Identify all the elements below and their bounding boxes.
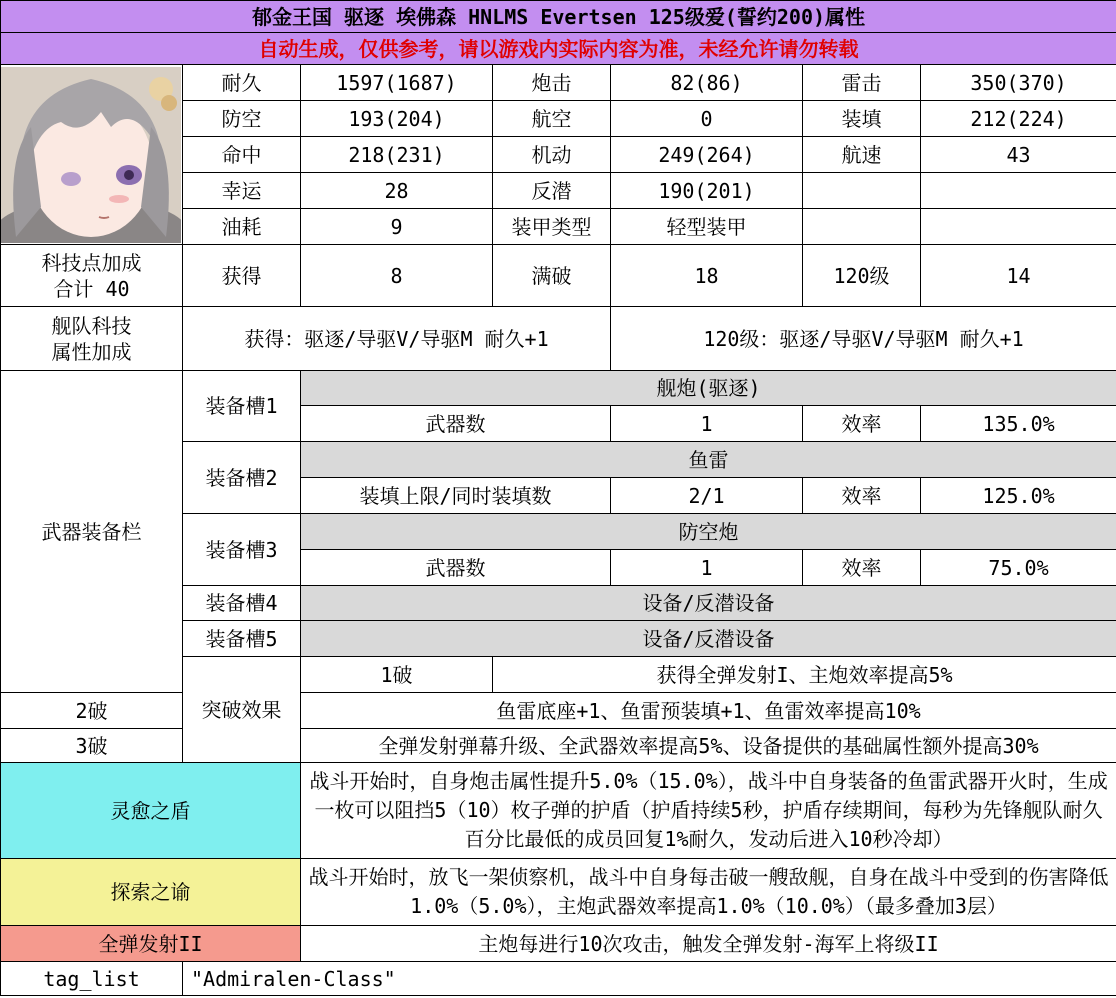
breakthrough-label: 突破效果 — [183, 657, 301, 763]
stat-label-accuracy: 命中 — [183, 137, 301, 173]
breakthrough-level-1: 1破 — [301, 657, 493, 693]
slot3-key1: 武器数 — [301, 550, 611, 586]
stat-value-asw: 190(201) — [611, 173, 803, 209]
breakthrough-effect-2: 鱼雷底座+1、鱼雷预装填+1、鱼雷效率提高10% — [301, 693, 1116, 729]
skill-desc-1: 战斗开始时，自身炮击属性提升5.0%（15.0%），战斗中自身装备的鱼雷武器开火时，生成一枚可以阻挡5（10）枚子弹的护盾（护盾持续5秒，护盾存续期间，每秒为先锋舰队耐久百分比最低的成员回复1%耐久，发动后进入10秒冷却） — [301, 763, 1116, 859]
empty-cell — [803, 173, 921, 209]
slot1-val2: 135.0% — [921, 406, 1116, 442]
fleet-tech-subtitle: 属性加成 — [51, 339, 132, 364]
slot1-val1: 1 — [611, 406, 803, 442]
stat-value-oil: 9 — [301, 209, 493, 245]
slot4-label: 装备槽4 — [183, 586, 301, 621]
stat-value-evasion: 249(264) — [611, 137, 803, 173]
empty-cell — [803, 209, 921, 245]
ship-portrait — [1, 65, 183, 245]
tech-obtain-value: 8 — [301, 245, 493, 307]
slot2-val2: 125.0% — [921, 478, 1116, 514]
tag-list-value: "Admiralen-Class" — [183, 962, 1116, 996]
tech-points-label — [1, 245, 183, 307]
fleet-tech-obtain: 获得：驱逐/导驱V/导驱M 耐久+1 — [183, 307, 611, 371]
slot1-type: 舰炮(驱逐) — [301, 371, 1116, 406]
tech-obtain-label: 获得 — [183, 245, 301, 307]
stat-label-antiair: 防空 — [183, 101, 301, 137]
skill-desc-2: 战斗开始时，放飞一架侦察机，战斗中自身每击破一艘敌舰，自身在战斗中受到的伤害降低1.0%（5.0%），主炮武器效率提高1.0%（10.0%）（最多叠加3层） — [301, 859, 1116, 926]
stat-label-durability: 耐久 — [183, 65, 301, 101]
skill-name-2: 探索之谕 — [1, 859, 301, 926]
stat-label-aviation: 航空 — [493, 101, 611, 137]
slot2-type: 鱼雷 — [301, 442, 1116, 478]
slot2-label: 装备槽2 — [183, 442, 301, 514]
empty-cell — [921, 209, 1116, 245]
slot1-key1: 武器数 — [301, 406, 611, 442]
skill-name-3: 全弹发射II — [1, 926, 301, 962]
disclaimer-text: 自动生成，仅供参考，请以游戏内实际内容为准，未经允许请勿转载 — [1, 33, 1116, 65]
breakthrough-effect-3: 全弹发射弹幕升级、全武器效率提高5%、设备提供的基础属性额外提高30% — [301, 729, 1116, 763]
breakthrough-level-3: 3破 — [1, 729, 183, 763]
breakthrough-effect-1: 获得全弹发射I、主炮效率提高5% — [493, 657, 1116, 693]
slot4-type: 设备/反潜设备 — [301, 586, 1116, 621]
empty-cell — [921, 173, 1116, 209]
stat-label-firepower: 炮击 — [493, 65, 611, 101]
stat-value-antiair: 193(204) — [301, 101, 493, 137]
stat-value-aviation: 0 — [611, 101, 803, 137]
tech-points-title: 科技点加成 — [41, 250, 142, 275]
stat-value-luck: 28 — [301, 173, 493, 209]
slot3-val1: 1 — [611, 550, 803, 586]
stat-label-armor: 装甲类型 — [493, 209, 611, 245]
tech-lv120-label: 120级 — [803, 245, 921, 307]
slot2-key2: 效率 — [803, 478, 921, 514]
stat-value-firepower: 82(86) — [611, 65, 803, 101]
stat-value-torpedo: 350(370) — [921, 65, 1116, 101]
page-title: 郁金王国 驱逐 埃佛森 HNLMS Evertsen 125级爱(誓约200)属性 — [1, 1, 1116, 33]
tech-points-total: 合计 40 — [53, 276, 130, 301]
skill-desc-3: 主炮每进行10次攻击，触发全弹发射-海军上将级II — [301, 926, 1116, 962]
stat-value-durability: 1597(1687) — [301, 65, 493, 101]
stat-label-luck: 幸运 — [183, 173, 301, 209]
stat-value-accuracy: 218(231) — [301, 137, 493, 173]
slot3-label: 装备槽3 — [183, 514, 301, 586]
tech-maxlb-value: 18 — [611, 245, 803, 307]
slot2-val1: 2/1 — [611, 478, 803, 514]
stat-label-speed: 航速 — [803, 137, 921, 173]
stat-value-reload: 212(224) — [921, 101, 1116, 137]
stat-label-oil: 油耗 — [183, 209, 301, 245]
weapon-slots-label: 武器装备栏 — [1, 371, 183, 693]
stat-label-asw: 反潜 — [493, 173, 611, 209]
fleet-tech-label — [1, 307, 183, 371]
slot3-key2: 效率 — [803, 550, 921, 586]
slot3-val2: 75.0% — [921, 550, 1116, 586]
portrait-image — [1, 67, 181, 243]
stat-label-torpedo: 雷击 — [803, 65, 921, 101]
tag-list-label: tag_list — [1, 962, 183, 996]
slot1-label: 装备槽1 — [183, 371, 301, 442]
breakthrough-level-2: 2破 — [1, 693, 183, 729]
fleet-tech-level120: 120级：驱逐/导驱V/导驱M 耐久+1 — [611, 307, 1116, 371]
stat-value-armor: 轻型装甲 — [611, 209, 803, 245]
skill-name-1: 灵愈之盾 — [1, 763, 301, 859]
tech-maxlb-label: 满破 — [493, 245, 611, 307]
slot2-key1: 装填上限/同时装填数 — [301, 478, 611, 514]
tech-lv120-value: 14 — [921, 245, 1116, 307]
stat-value-speed: 43 — [921, 137, 1116, 173]
slot5-type: 设备/反潜设备 — [301, 621, 1116, 657]
fleet-tech-title: 舰队科技 — [51, 313, 132, 338]
stat-label-evasion: 机动 — [493, 137, 611, 173]
slot5-label: 装备槽5 — [183, 621, 301, 657]
slot3-type: 防空炮 — [301, 514, 1116, 550]
stat-label-reload: 装填 — [803, 101, 921, 137]
slot1-key2: 效率 — [803, 406, 921, 442]
